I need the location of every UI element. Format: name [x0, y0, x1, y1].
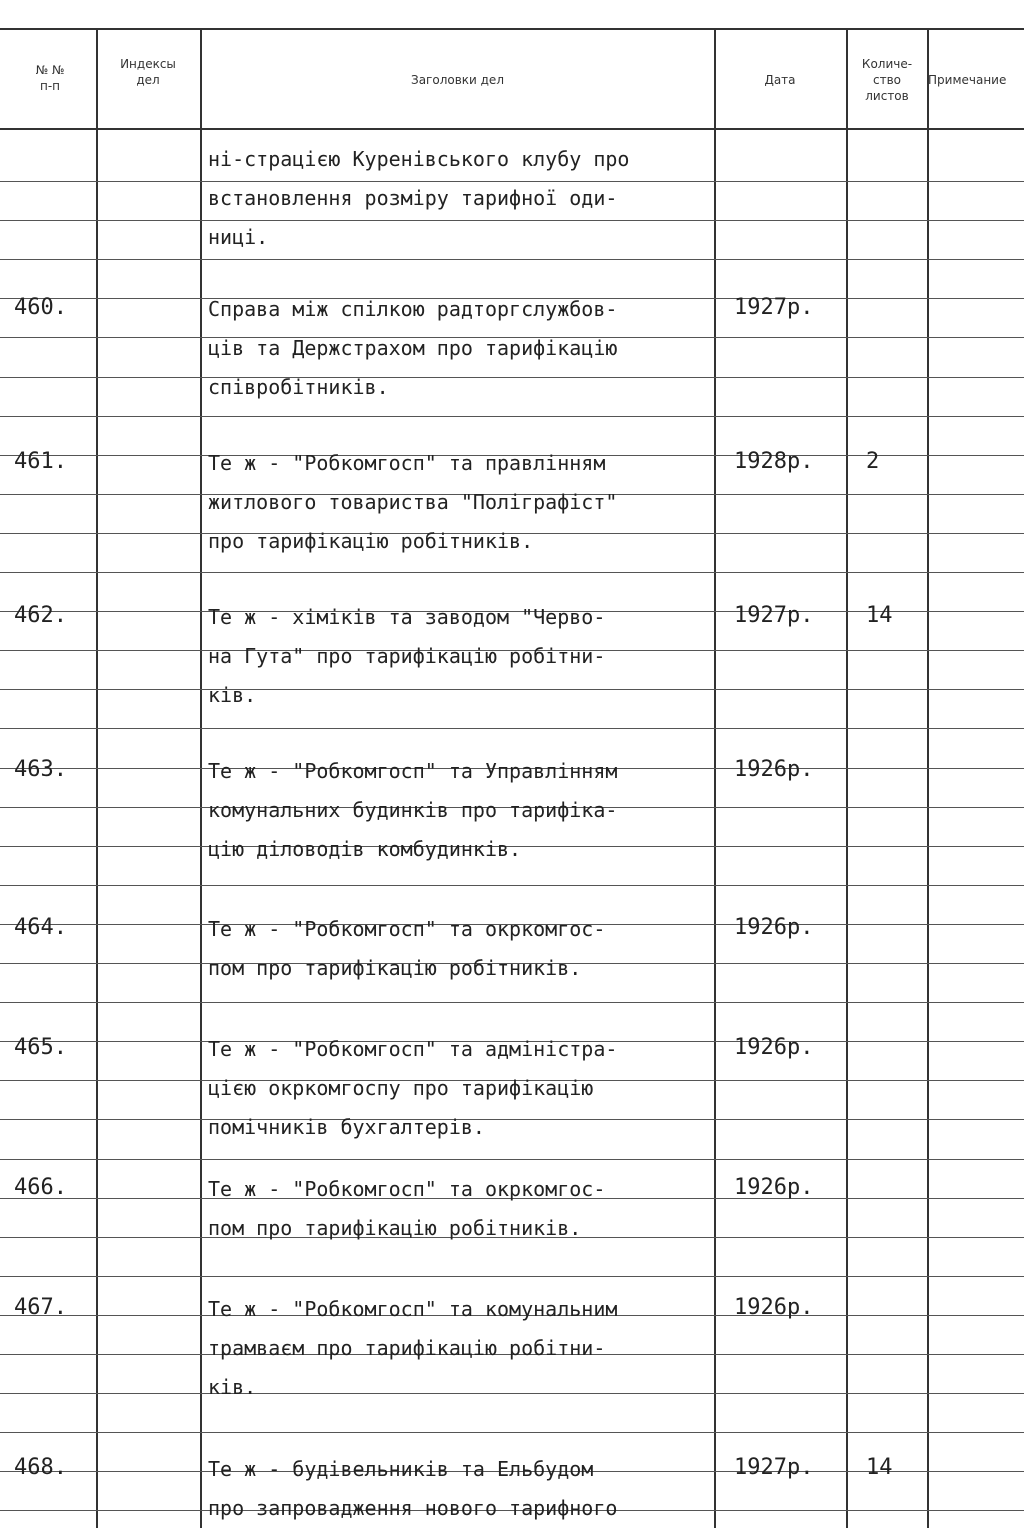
entry-title-line: Те ж - будівельників та Ельбудом — [208, 1457, 594, 1481]
entry-date: 1926р. — [734, 757, 814, 782]
header-date: Дата — [764, 73, 796, 87]
header-notes: Примечание — [928, 73, 1007, 87]
entry-date: 1926р. — [734, 1295, 814, 1320]
entry-title-line: Справа між спілкою радторгслужбов- — [208, 297, 618, 321]
entry-title-line: пом про тарифікацію робітників. — [208, 956, 582, 980]
header-index — [100, 56, 196, 88]
column-divider — [846, 30, 848, 1528]
entry-title-line: Те ж - "Робкомгосп" та правлінням — [208, 451, 606, 475]
entry-title-line: Те ж - "Робкомгосп" та комунальним — [208, 1297, 618, 1321]
top-border — [0, 28, 1024, 30]
entry-title-line: ків. — [208, 683, 257, 707]
entry-title — [208, 1030, 712, 1147]
column-divider — [927, 30, 929, 1528]
entry-number: 465. — [14, 1035, 67, 1060]
column-divider — [96, 30, 98, 1528]
header-title: Заголовки дел — [411, 73, 504, 87]
entry-title-line: ні-страцією Куренівського клубу про — [208, 147, 630, 171]
entry-date: 1927р. — [734, 603, 814, 628]
entry-title-line: Те ж - "Робкомгосп" та адміністра- — [208, 1037, 618, 1061]
header-num-label: № № — [35, 63, 65, 77]
entry-date: 1926р. — [734, 1035, 814, 1060]
entry-title-line: цією окркомгоспу про тарифікацію — [208, 1076, 594, 1100]
ruled-line — [0, 728, 1024, 729]
entry-title-line: ців та Держстрахом про тарифікацію — [208, 336, 618, 360]
entry-date: 1928р. — [734, 449, 814, 474]
entry-title-line: на Гута" про тарифікацію робітни- — [208, 644, 606, 668]
entry-title-line: трамваєм про тарифікацію робітни- — [208, 1336, 606, 1360]
entry-sheet-count: 14 — [866, 603, 893, 628]
entry-title — [208, 752, 712, 869]
entry-title-line: цію діловодів комбудинків. — [208, 837, 522, 861]
ruled-line — [0, 885, 1024, 886]
ruled-line — [0, 1276, 1024, 1277]
entry-title — [208, 910, 712, 988]
entry-title — [208, 140, 712, 257]
entry-title-line: ків. — [208, 1375, 257, 1399]
ruled-line — [0, 1159, 1024, 1160]
ruled-line — [0, 1432, 1024, 1433]
header-border — [0, 128, 1024, 130]
entry-sheet-count: 14 — [866, 1455, 893, 1480]
entry-title-line: ниці. — [208, 225, 269, 249]
entry-date: 1926р. — [734, 1175, 814, 1200]
entry-title — [208, 1170, 712, 1248]
entry-title — [208, 290, 712, 407]
entry-number: 464. — [14, 915, 67, 940]
header-count — [848, 56, 926, 104]
header-num — [10, 62, 90, 94]
entry-number: 466. — [14, 1175, 67, 1200]
ruled-line — [0, 1002, 1024, 1003]
entry-title-line: помічників бухгалтерів. — [208, 1115, 485, 1139]
entry-title-line: Те ж - "Робкомгосп" та окркомгос- — [208, 1177, 606, 1201]
header-index-sub: дел — [136, 73, 160, 87]
entry-number: 462. — [14, 603, 67, 628]
entry-title — [208, 444, 712, 561]
entry-title-line: пом про тарифікацію робітників. — [208, 1216, 582, 1240]
column-divider — [200, 30, 202, 1528]
entry-date: 1927р. — [734, 295, 814, 320]
entry-title-line: про тарифікацію робітників. — [208, 529, 534, 553]
entry-title-line: встановлення розміру тарифної оди- — [208, 186, 618, 210]
entry-date: 1927р. — [734, 1455, 814, 1480]
ruled-line — [0, 416, 1024, 417]
entry-title-line: комунальних будинків про тарифіка- — [208, 798, 618, 822]
entry-title — [208, 598, 712, 715]
entry-title-line: Те ж - "Робкомгосп" та Управлінням — [208, 759, 618, 783]
header-count-line: ство — [872, 73, 901, 87]
entry-number: 460. — [14, 295, 67, 320]
entry-number: 461. — [14, 449, 67, 474]
entry-title-line: про запровадження нового тарифного — [208, 1496, 618, 1520]
entry-number: 468. — [14, 1455, 67, 1480]
ruled-line — [0, 572, 1024, 573]
entry-title-line: співробітників. — [208, 375, 389, 399]
entry-number: 463. — [14, 757, 67, 782]
header-count-line: листов — [865, 89, 909, 103]
entry-number: 467. — [14, 1295, 67, 1320]
entry-title — [208, 1290, 712, 1407]
entry-title — [208, 1450, 712, 1528]
header-num-sub: п-п — [39, 79, 61, 93]
column-divider — [714, 30, 716, 1528]
header-index-label: Индексы — [120, 57, 176, 71]
entry-title-line: Те ж - хіміків та заводом "Черво- — [208, 605, 606, 629]
entry-sheet-count: 2 — [866, 449, 880, 474]
entry-date: 1926р. — [734, 915, 814, 940]
entry-title-line: Те ж - "Робкомгосп" та окркомгос- — [208, 917, 606, 941]
entry-title-line: житлового товариства "Поліграфіст" — [208, 490, 618, 514]
header-count-line: Количе- — [861, 57, 913, 71]
ruled-line — [0, 259, 1024, 260]
